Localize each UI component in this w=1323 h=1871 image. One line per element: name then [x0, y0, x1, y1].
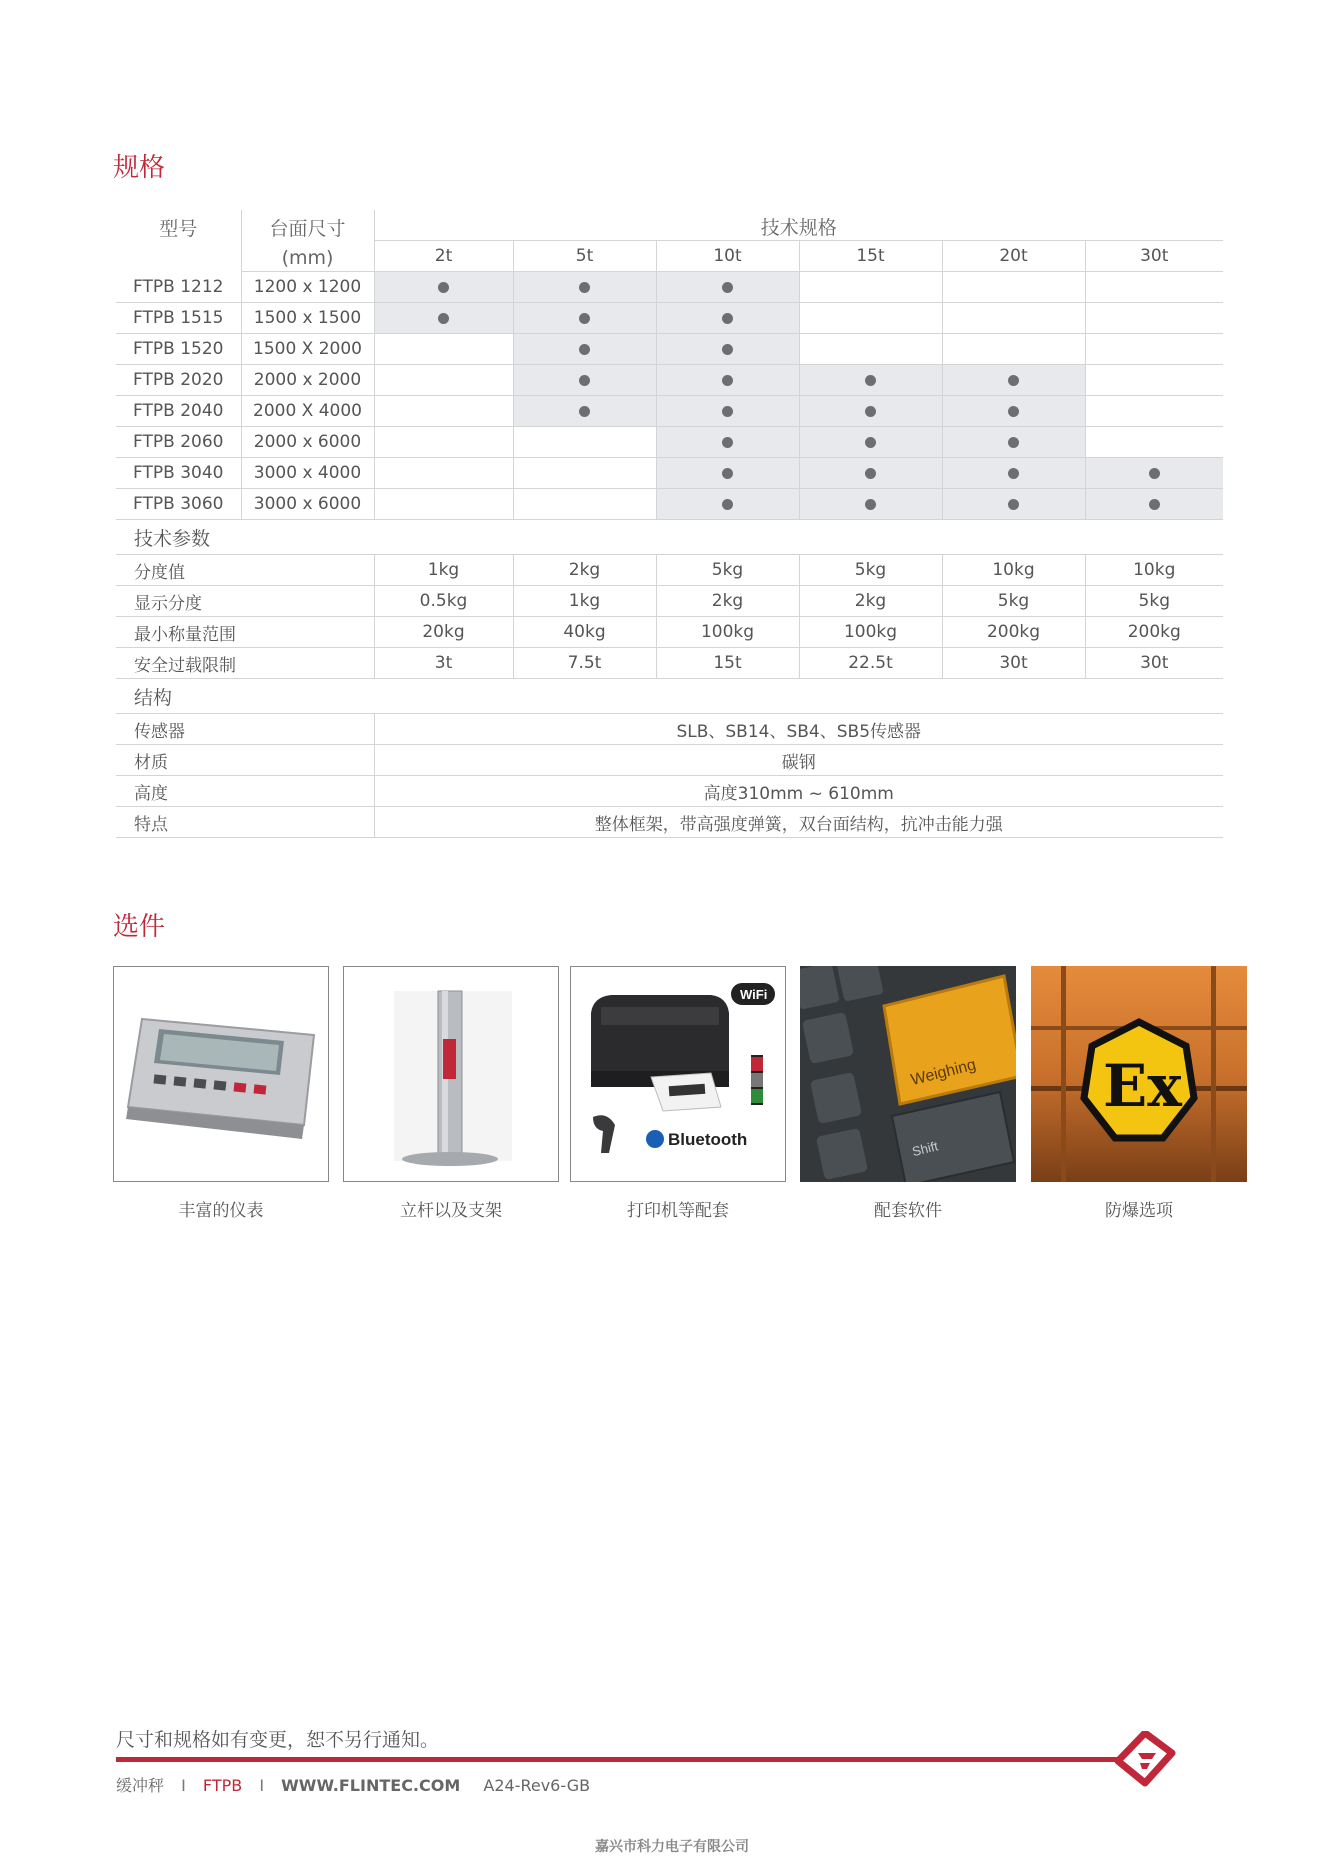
table-row: [116, 489, 1223, 520]
availability-cell: [799, 489, 942, 520]
group-row: [116, 520, 1223, 555]
available-dot-icon: [1149, 468, 1160, 479]
structure-value: 碳钢: [374, 745, 1223, 776]
weighing-key-label: Weighing: [909, 1056, 978, 1089]
availability-cell: [799, 458, 942, 489]
param-value: 40kg: [513, 617, 656, 648]
availability-cell: [942, 489, 1085, 520]
param-value: 100kg: [656, 617, 799, 648]
param-value: 7.5t: [513, 648, 656, 679]
model-cell: FTPB 3040: [116, 458, 241, 489]
structure-value: 高度310mm ~ 610mm: [374, 776, 1223, 807]
param-value: 2kg: [513, 555, 656, 586]
model-header-label: 型号: [159, 218, 198, 240]
model-header: [116, 210, 241, 272]
availability-cell: [942, 303, 1085, 334]
size-cell: 1500 X 2000: [241, 334, 374, 365]
footer-separator: I: [181, 1776, 186, 1795]
available-dot-icon: [1008, 375, 1019, 386]
available-dot-icon: [1008, 406, 1019, 417]
option-caption: 防爆选项: [1105, 1201, 1173, 1221]
availability-cell: [656, 396, 799, 427]
table-row: [116, 427, 1223, 458]
availability-cell: [513, 303, 656, 334]
tech-spec-header: 技术规格: [374, 210, 1223, 241]
param-value: 3t: [374, 648, 513, 679]
option-explosion-proof: [1031, 966, 1247, 1221]
param-value: 30t: [942, 648, 1085, 679]
structure-value: SLB、SB14、SB4、SB5传感器: [374, 714, 1223, 745]
table-row: [116, 745, 1223, 776]
option-stand: [343, 966, 559, 1221]
param-value: 2kg: [656, 586, 799, 617]
availability-cell: [1085, 427, 1223, 458]
available-dot-icon: [579, 344, 590, 355]
footer-product: 缓冲秤: [116, 1776, 165, 1795]
shift-key-label: Shift: [910, 1138, 940, 1160]
availability-cell: [513, 427, 656, 458]
available-dot-icon: [722, 468, 733, 479]
table-row: [116, 617, 1223, 648]
table-row: [116, 458, 1223, 489]
availability-cell: [374, 334, 513, 365]
param-label: 显示分度: [116, 586, 374, 617]
availability-cell: [1085, 458, 1223, 489]
model-cell: FTPB 2020: [116, 365, 241, 396]
availability-cell: [1085, 303, 1223, 334]
param-value: 22.5t: [799, 648, 942, 679]
spec-header-row: [116, 210, 1223, 241]
available-dot-icon: [438, 313, 449, 324]
bluetooth-label: Bluetooth: [668, 1130, 748, 1149]
availability-cell: [374, 396, 513, 427]
keyboard-icon: [800, 966, 1016, 1182]
footer-model: FTPB: [202, 1776, 243, 1795]
size-header-unit: (mm): [281, 247, 334, 269]
available-dot-icon: [1008, 468, 1019, 479]
size-cell: 1500 x 1500: [241, 303, 374, 334]
available-dot-icon: [865, 406, 876, 417]
footer-note: 尺寸和规格如有变更，恕不另行通知。: [116, 1729, 440, 1751]
ex-icon: [1031, 966, 1247, 1182]
availability-cell: [942, 396, 1085, 427]
param-value: 30t: [1085, 648, 1223, 679]
footer-separator: I: [259, 1776, 265, 1795]
group-row: [116, 679, 1223, 714]
param-value: 10kg: [1085, 555, 1223, 586]
availability-cell: [374, 272, 513, 303]
table-row: [116, 776, 1223, 807]
model-cell: FTPB 2040: [116, 396, 241, 427]
options-section-title: 选件: [113, 912, 166, 942]
size-cell: 3000 x 6000: [241, 489, 374, 520]
param-value: 0.5kg: [374, 586, 513, 617]
size-cell: 1200 x 1200: [241, 272, 374, 303]
availability-cell: [374, 365, 513, 396]
structure-label: 高度: [116, 776, 374, 807]
availability-cell: [799, 334, 942, 365]
availability-cell: [942, 427, 1085, 458]
availability-cell: [1085, 489, 1223, 520]
param-value: 200kg: [942, 617, 1085, 648]
company-name: 嘉兴市科力电子有限公司: [595, 1839, 749, 1855]
availability-cell: [513, 458, 656, 489]
size-cell: 2000 x 6000: [241, 427, 374, 458]
availability-cell: [799, 396, 942, 427]
capacity-header: 5t: [513, 241, 656, 272]
spec-section-title: 规格: [113, 153, 166, 183]
available-dot-icon: [722, 282, 733, 293]
option-caption: 立杆以及支架: [400, 1201, 502, 1221]
table-row: [116, 334, 1223, 365]
spec-table: [116, 210, 1223, 838]
table-row: [116, 714, 1223, 745]
param-label: 最小称量范围: [116, 617, 374, 648]
availability-cell: [656, 458, 799, 489]
param-value: 2kg: [799, 586, 942, 617]
option-indicator: [113, 966, 329, 1221]
param-value: 100kg: [799, 617, 942, 648]
available-dot-icon: [579, 406, 590, 417]
size-cell: 2000 X 4000: [241, 396, 374, 427]
available-dot-icon: [722, 406, 733, 417]
capacity-header: 30t: [1085, 241, 1223, 272]
footer-meta: [116, 1773, 590, 1796]
availability-cell: [513, 272, 656, 303]
available-dot-icon: [865, 375, 876, 386]
availability-cell: [1085, 272, 1223, 303]
available-dot-icon: [865, 499, 876, 510]
availability-cell: [942, 458, 1085, 489]
footer-revision: A24-Rev6-GB: [483, 1776, 591, 1795]
model-cell: FTPB 1520: [116, 334, 241, 365]
availability-cell: [513, 334, 656, 365]
structure-title: 结构: [116, 679, 1223, 714]
availability-cell: [513, 489, 656, 520]
flintec-logo-icon: [1114, 1731, 1176, 1787]
availability-cell: [656, 427, 799, 458]
structure-label: 特点: [116, 807, 374, 838]
availability-cell: [1085, 396, 1223, 427]
size-cell: 3000 x 4000: [241, 458, 374, 489]
param-value: 5kg: [656, 555, 799, 586]
availability-cell: [656, 272, 799, 303]
param-label: 安全过载限制: [116, 648, 374, 679]
capacity-header: 15t: [799, 241, 942, 272]
options-gallery: [0, 966, 1323, 1226]
model-cell: FTPB 1515: [116, 303, 241, 334]
capacity-header: 2t: [374, 241, 513, 272]
option-caption: 丰富的仪表: [178, 1201, 264, 1221]
availability-cell: [799, 272, 942, 303]
structure-label: 材质: [116, 745, 374, 776]
availability-cell: [656, 303, 799, 334]
available-dot-icon: [722, 499, 733, 510]
option-caption: 打印机等配套: [627, 1201, 729, 1221]
availability-cell: [656, 489, 799, 520]
model-cell: FTPB 1212: [116, 272, 241, 303]
availability-cell: [374, 427, 513, 458]
indicator-icon: [113, 966, 329, 1182]
stand-icon: [343, 966, 559, 1182]
size-cell: 2000 x 2000: [241, 365, 374, 396]
param-value: 200kg: [1085, 617, 1223, 648]
availability-cell: [374, 303, 513, 334]
availability-cell: [1085, 365, 1223, 396]
footer-url-link[interactable]: WWW.FLINTEC.COM: [281, 1776, 461, 1795]
availability-cell: [374, 458, 513, 489]
available-dot-icon: [722, 437, 733, 448]
param-value: 5kg: [942, 586, 1085, 617]
option-caption: 配套软件: [874, 1201, 942, 1221]
table-row: [116, 272, 1223, 303]
availability-cell: [1085, 334, 1223, 365]
size-header: [241, 210, 374, 272]
table-row: [116, 807, 1223, 838]
available-dot-icon: [865, 468, 876, 479]
param-value: 1kg: [513, 586, 656, 617]
availability-cell: [656, 334, 799, 365]
tech-params-title: 技术参数: [116, 520, 1223, 555]
availability-cell: [942, 334, 1085, 365]
size-header-label: 台面尺寸: [269, 218, 346, 240]
param-value: 5kg: [799, 555, 942, 586]
param-value: 10kg: [942, 555, 1085, 586]
capacity-header: 20t: [942, 241, 1085, 272]
model-cell: FTPB 2060: [116, 427, 241, 458]
wifi-label: WiFi: [740, 987, 768, 1002]
availability-cell: [374, 489, 513, 520]
availability-cell: [513, 396, 656, 427]
table-row: [116, 586, 1223, 617]
param-label: 分度值: [116, 555, 374, 586]
available-dot-icon: [722, 344, 733, 355]
table-row: [116, 555, 1223, 586]
available-dot-icon: [722, 375, 733, 386]
model-cell: FTPB 3060: [116, 489, 241, 520]
availability-cell: [942, 365, 1085, 396]
capacity-header: 10t: [656, 241, 799, 272]
available-dot-icon: [1008, 499, 1019, 510]
available-dot-icon: [438, 282, 449, 293]
option-software: [800, 966, 1016, 1221]
param-value: 20kg: [374, 617, 513, 648]
available-dot-icon: [1149, 499, 1160, 510]
structure-label: 传感器: [116, 714, 374, 745]
option-printer: [570, 966, 786, 1221]
availability-cell: [799, 365, 942, 396]
availability-cell: [942, 272, 1085, 303]
available-dot-icon: [579, 313, 590, 324]
param-value: 15t: [656, 648, 799, 679]
table-row: [116, 648, 1223, 679]
table-row: [116, 365, 1223, 396]
printer-icon: [570, 966, 786, 1182]
table-row: [116, 396, 1223, 427]
table-row: [116, 303, 1223, 334]
structure-value: 整体框架，带高强度弹簧，双台面结构，抗冲击能力强: [374, 807, 1223, 838]
param-value: 5kg: [1085, 586, 1223, 617]
ex-symbol: Ex: [1103, 1052, 1182, 1120]
available-dot-icon: [579, 282, 590, 293]
available-dot-icon: [722, 313, 733, 324]
spec-table-body: [116, 210, 1223, 838]
param-value: 1kg: [374, 555, 513, 586]
available-dot-icon: [579, 375, 590, 386]
available-dot-icon: [865, 437, 876, 448]
available-dot-icon: [1008, 437, 1019, 448]
availability-cell: [799, 303, 942, 334]
availability-cell: [656, 365, 799, 396]
footer-divider: [116, 1757, 1122, 1762]
availability-cell: [799, 427, 942, 458]
availability-cell: [513, 365, 656, 396]
